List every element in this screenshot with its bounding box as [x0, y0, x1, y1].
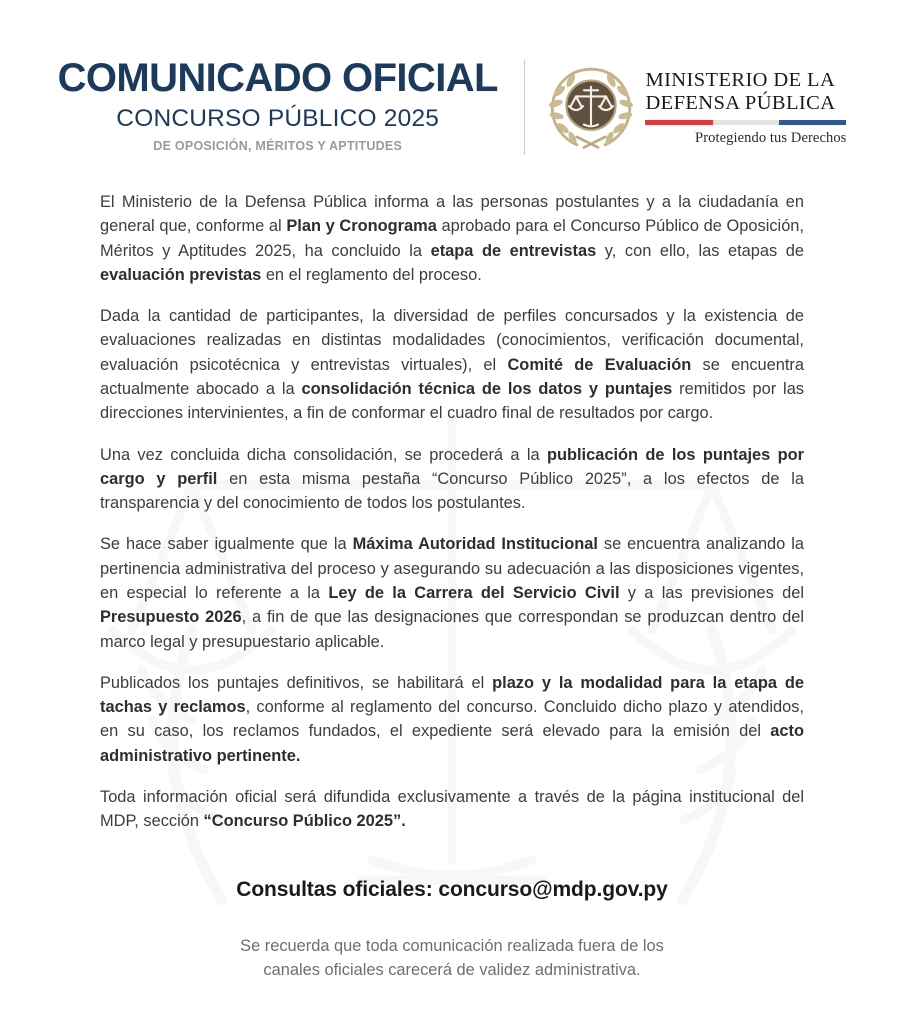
document-header	[0, 0, 904, 156]
ministry-name-line2: DEFENSA PÚBLICA	[645, 92, 836, 115]
ministry-slogan: Protegiendo tus Derechos	[695, 129, 847, 146]
ministry-logo	[525, 63, 846, 151]
paragraph-5	[100, 671, 804, 768]
p3-text-1: Una vez concluida dicha consolidación, se procederá a la	[100, 445, 547, 464]
p1-bold-1: Plan y Cronograma	[286, 217, 437, 236]
p1-text-2: aprobado para el Concurso Público de Oposición, Méritos y Aptitudes 2025, ha concluido la	[100, 217, 804, 260]
footnote	[100, 935, 804, 982]
p4-text-3: y a las previsiones del	[619, 583, 804, 602]
page-title: COMUNICADO OFICIAL	[57, 56, 498, 100]
p2-text-3: remitidos por las direcciones intervinientes, a fin de conformar el cuadro final de resultados por cargo.	[100, 379, 805, 423]
paragraph-1	[100, 190, 804, 287]
p4-text-2: se encuentra analizando la pertinencia administrativa del proceso y asegurando su adecuación a las disposiciones vigentes, en especial lo referente a la	[100, 535, 804, 602]
p5-text-1: Publicados los puntajes definitivos, se habilitará el	[100, 673, 493, 692]
document-body	[100, 156, 804, 982]
p4-bold-2: Ley de la Carrera del Servicio Civil	[328, 583, 620, 602]
p1-text-3: y, con ello, las etapas de	[596, 241, 805, 260]
p6-bold-1: “Concurso Público 2025”.	[203, 812, 406, 831]
header-title-block	[58, 58, 524, 156]
p1-bold-3: evaluación previstas	[100, 265, 262, 284]
flag-stripe-white	[713, 120, 780, 125]
footnote-line-1: Se recuerda que toda comunicación realizada fuera de los	[240, 937, 664, 956]
ministry-text-block	[645, 67, 846, 147]
p3-text-2: en esta misma pestaña “Concurso Público 2025”, a los efectos de la transparencia y del conocimiento de todos los postulantes.	[100, 469, 804, 513]
p5-bold-1: plazo y la modalidad para la etapa de tachas y reclamos	[100, 673, 804, 717]
p1-text-4: en el reglamento del proceso.	[261, 265, 482, 284]
footnote-line-2: canales oficiales carecerá de validez administrativa.	[263, 960, 641, 979]
paragraph-2	[100, 304, 804, 425]
p1-text-1: El Ministerio de la Defensa Pública informa a las personas postulantes y a la ciudadanía en general que, conforme al	[100, 193, 804, 236]
contact-email-line[interactable]: Consultas oficiales: concurso@mdp.gov.py	[236, 878, 668, 902]
p4-bold-1: Máxima Autoridad Institucional	[352, 535, 598, 554]
p5-bold-2: acto administrativo pertinente.	[100, 722, 804, 765]
p4-bold-3: Presupuesto 2026	[100, 608, 242, 627]
p3-bold-1: publicación de los puntajes por cargo y perfil	[100, 445, 804, 488]
p2-text-2: se encuentra actualmente abocado a la	[100, 355, 804, 398]
flag-stripe-blue	[779, 120, 846, 125]
p2-bold-2: consolidación técnica de los datos y puntajes	[301, 379, 673, 398]
paragraph-4	[100, 532, 804, 653]
paragraph-3	[100, 443, 804, 516]
paragraph-6	[100, 785, 804, 834]
p2-text-1: Dada la cantidad de participantes, la diversidad de perfiles concursados y la existencia de evaluaciones realizadas en distintas modalidades (conocimientos, verificación documental, evaluación psicotécnica y entrevistas virtuales), el	[100, 307, 804, 374]
scales-of-justice-emblem-icon	[547, 63, 635, 151]
p1-bold-2: etapa de entrevistas	[430, 241, 597, 260]
p5-text-2: , conforme al reglamento del concurso. Concluido dicho plazo y atendidos, en su caso, los reclamos fundados, el expediente será elevado para la emisión del	[100, 698, 804, 741]
paraguay-flag-bar	[645, 120, 846, 125]
p6-text-1: Toda información oficial será difundida exclusivamente a través de la página institucional del MDP, sección	[100, 787, 804, 831]
page-subtitle-secondary: DE OPOSICIÓN, MÉRITOS Y APTITUDES	[153, 138, 403, 153]
page-subtitle: CONCURSO PÚBLICO 2025	[116, 105, 440, 132]
p2-bold-1: Comité de Evaluación	[507, 355, 692, 374]
ministry-name-line1: MINISTERIO DE LA	[645, 69, 836, 92]
p4-text-1: Se hace saber igualmente que la	[100, 535, 353, 554]
flag-stripe-red	[645, 120, 712, 125]
p4-text-4: , a fin de que las designaciones que correspondan se produzcan dentro del marco legal y presupuestario aplicable.	[100, 608, 805, 651]
